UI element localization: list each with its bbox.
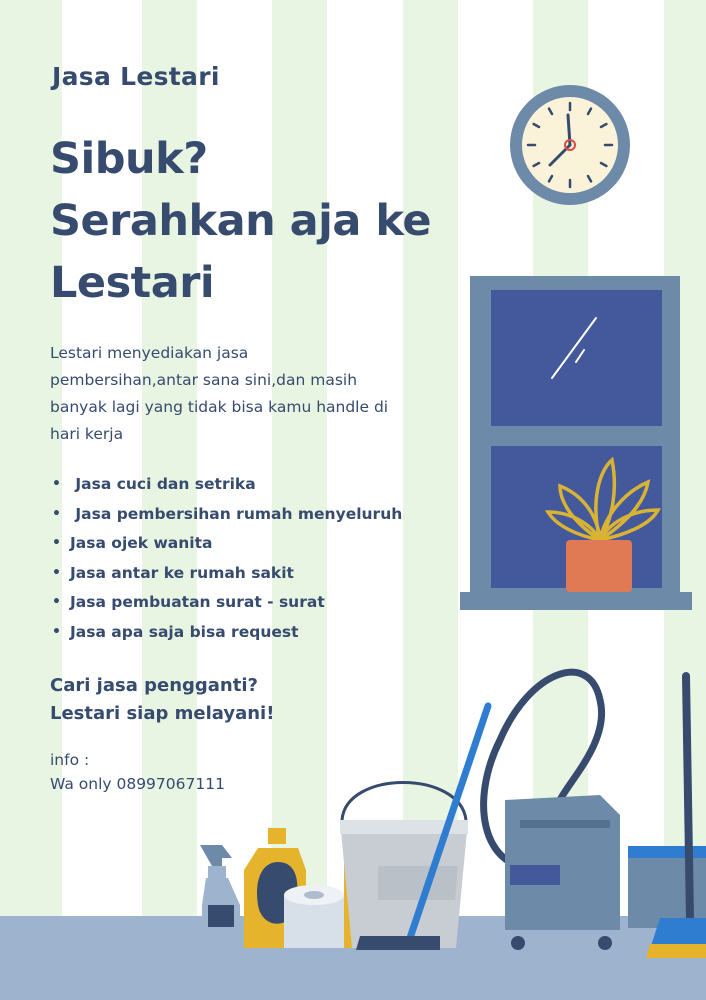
service-item xyxy=(50,529,450,559)
service-item xyxy=(50,470,450,500)
bullet-icon: • xyxy=(52,535,61,551)
bullet-icon: • xyxy=(52,564,61,581)
cta-line-1: Cari jasa pengganti? xyxy=(50,675,258,696)
services-list xyxy=(50,470,450,647)
bullet-icon: • xyxy=(52,505,61,522)
service-label: Jasa cuci dan setrika xyxy=(70,475,256,493)
contact-info xyxy=(50,748,350,796)
headline-line-3: Lestari xyxy=(50,258,215,308)
brand-title: Jasa Lestari xyxy=(52,62,220,91)
description xyxy=(50,340,430,448)
description-line-1: Lestari menyediakan jasa xyxy=(50,344,249,362)
cta-line-2: Lestari siap melayani! xyxy=(50,703,275,724)
headline-line-1: Sibuk? xyxy=(50,134,208,184)
bullet-icon: • xyxy=(52,623,61,640)
bullet-icon: • xyxy=(52,476,61,492)
service-label: Jasa pembersihan rumah menyeluruh xyxy=(70,504,403,523)
description-line-4: hari kerja xyxy=(50,425,124,443)
description-line-3: banyak lagi yang tidak bisa kamu handle di xyxy=(50,398,389,416)
service-item xyxy=(50,559,450,589)
service-label: Jasa apa saja bisa request xyxy=(70,622,299,641)
bullet-icon: • xyxy=(52,594,61,610)
description-line-2: pembersihan,antar sana sini,dan masih xyxy=(50,371,358,389)
service-item xyxy=(50,588,450,618)
headline-line-2: Serahkan aja ke xyxy=(50,196,432,246)
service-item xyxy=(50,500,450,530)
whatsapp-contact: Wa only 08997067111 xyxy=(50,775,225,793)
service-item xyxy=(50,618,450,648)
service-label: Jasa antar ke rumah sakit xyxy=(70,563,294,582)
service-label: Jasa pembuatan surat - surat xyxy=(70,593,325,611)
service-label: Jasa ojek wanita xyxy=(70,534,213,552)
call-to-action xyxy=(50,672,430,728)
headline xyxy=(50,128,470,314)
info-label: info : xyxy=(50,751,90,769)
